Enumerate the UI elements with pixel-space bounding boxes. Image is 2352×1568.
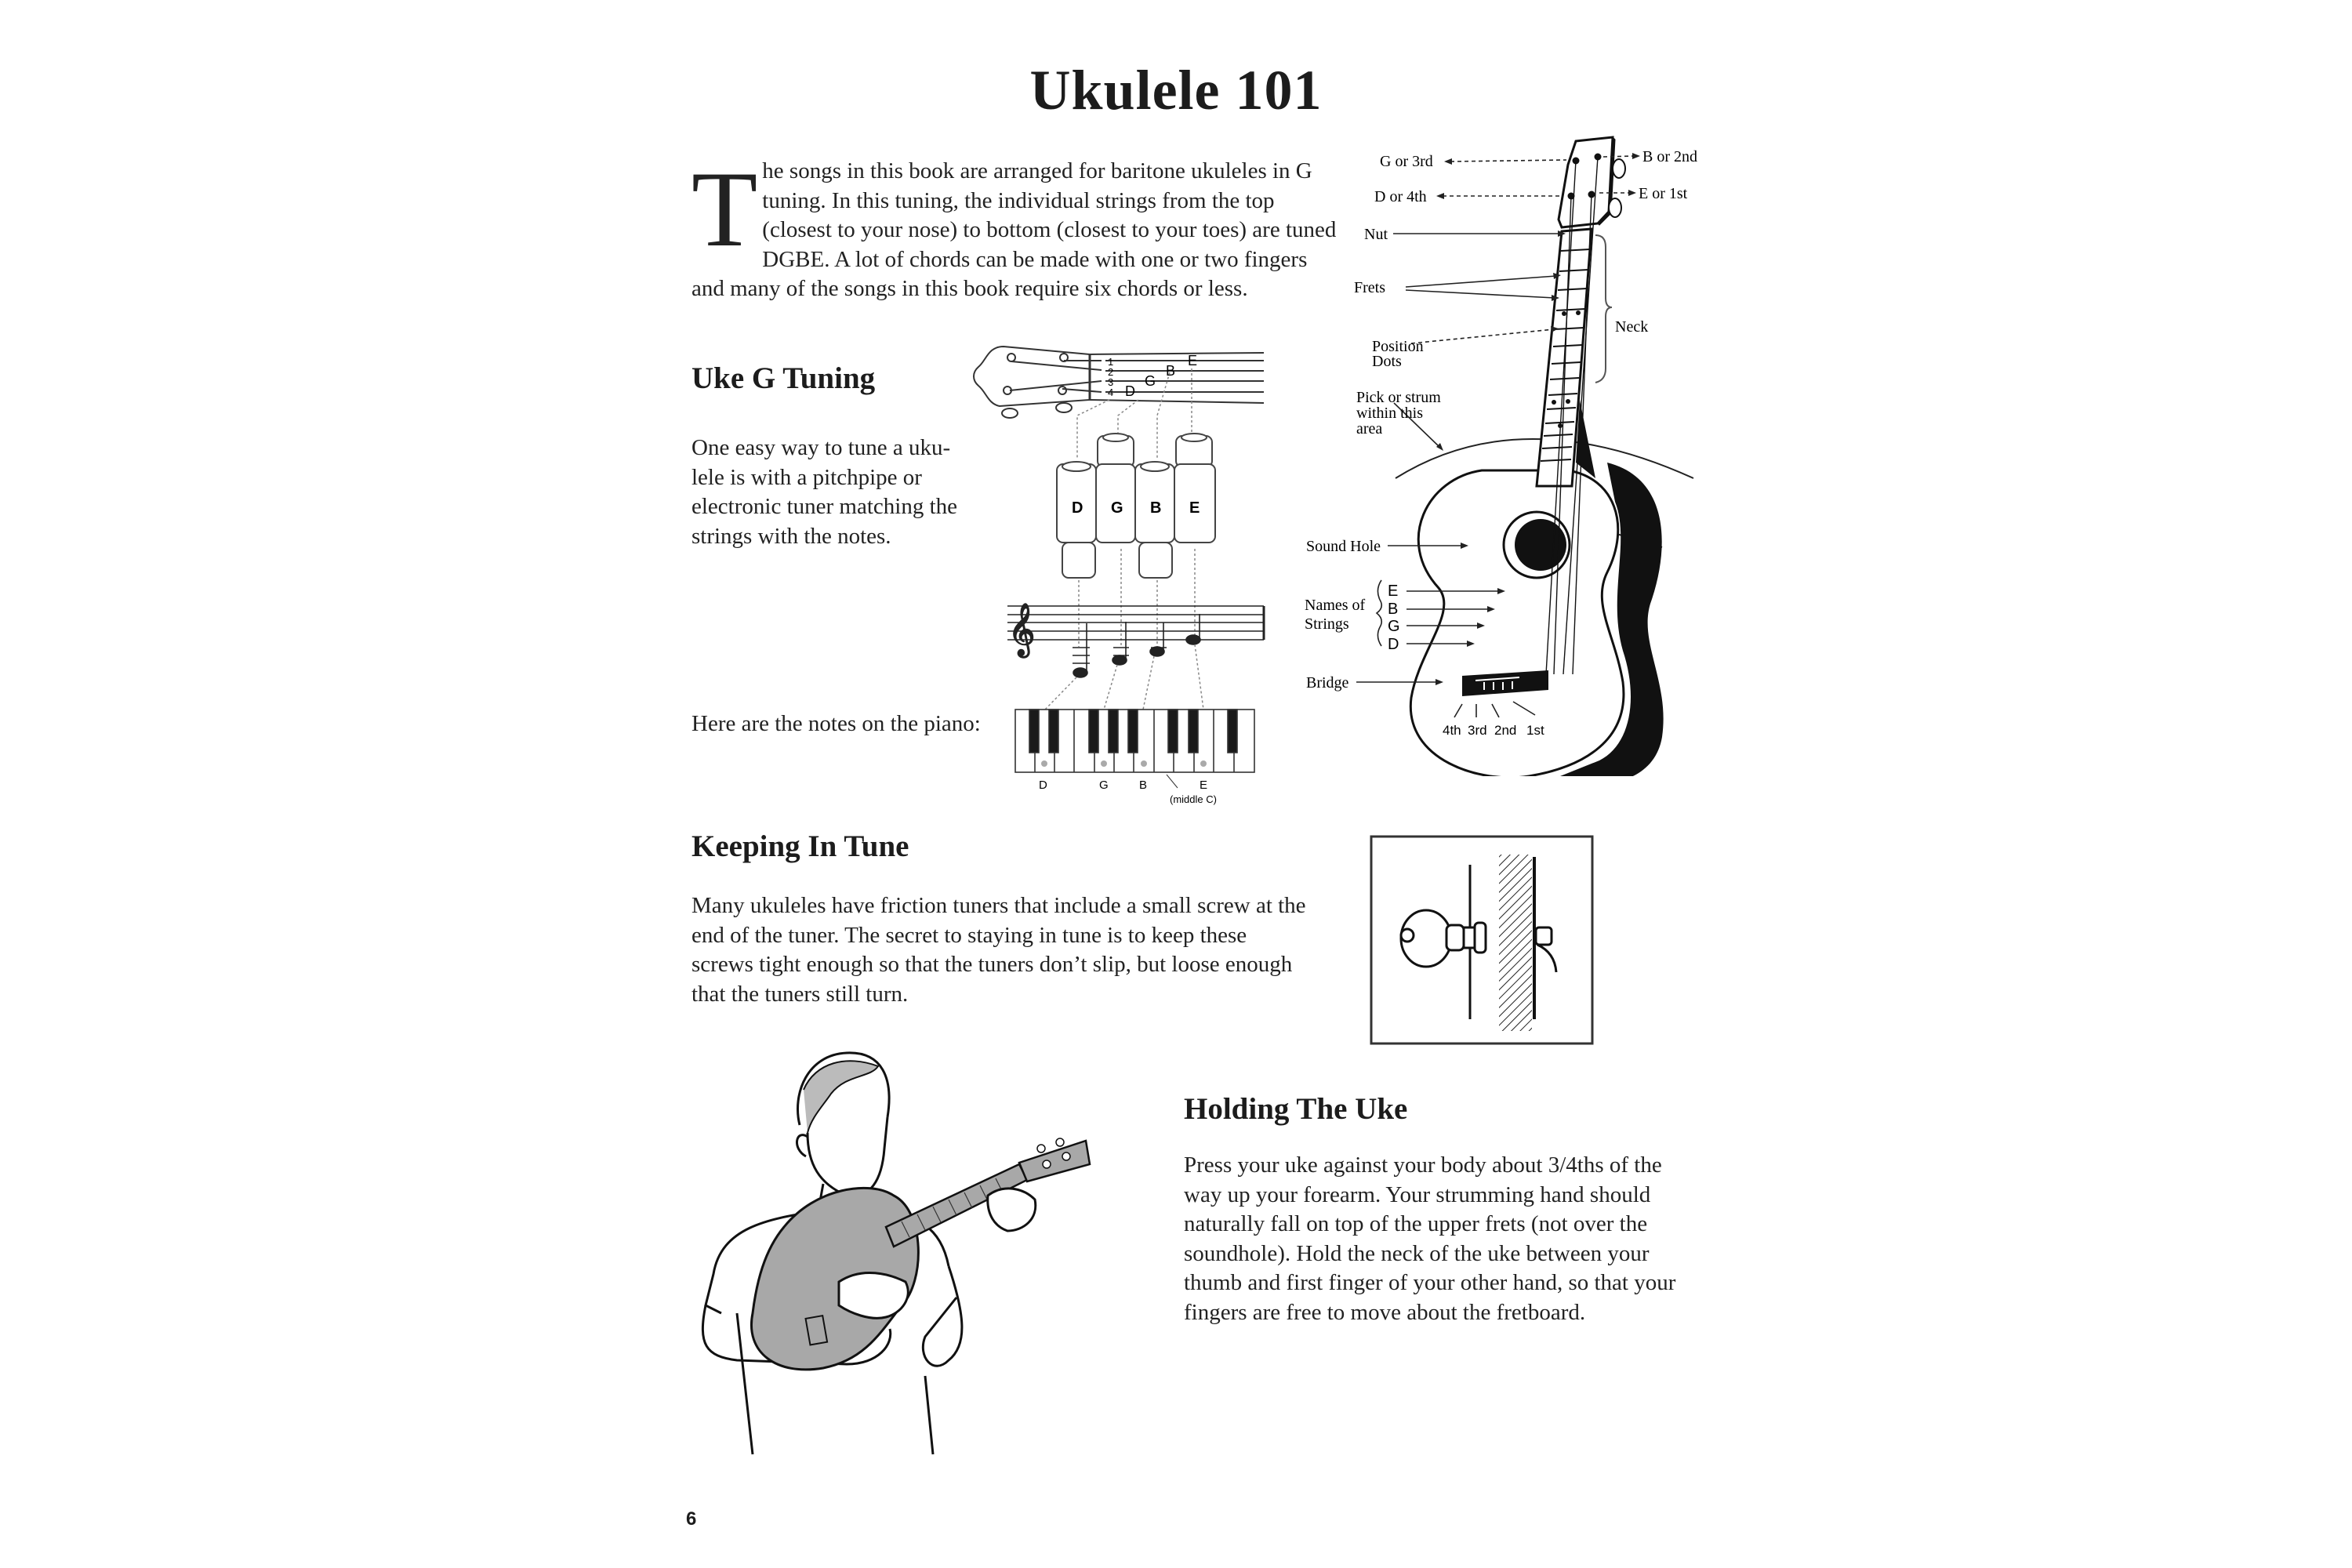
- pipe-note-d: D: [1072, 499, 1083, 517]
- pipe-note-g: G: [1111, 499, 1123, 517]
- ukulele-anatomy-diagram: [1301, 133, 1740, 776]
- piano-note-b: B: [1139, 779, 1148, 792]
- label-nut: Nut: [1364, 226, 1388, 243]
- label-position: Position: [1372, 338, 1424, 355]
- label-sound-hole: Sound Hole: [1306, 538, 1381, 555]
- label-d-or-4th: D or 4th: [1374, 188, 1427, 205]
- man-playing-ukulele-illustration: [690, 1047, 1176, 1470]
- piano-keyboard-icon: [1015, 710, 1254, 788]
- string-num-2: 2: [1108, 366, 1114, 378]
- ukulele-icon: [751, 1138, 1090, 1370]
- string-note-b: B: [1166, 363, 1176, 379]
- music-staff: [1007, 604, 1264, 677]
- treble-clef-icon: 𝄞: [1008, 604, 1036, 655]
- heading-keeping-in-tune: Keeping In Tune: [691, 829, 909, 863]
- headstock-icon: [974, 347, 1264, 418]
- keeping-in-tune-paragraph: Many ukuleles have friction tuners that include a small screw at the end of the tuner. The secret to staying in tune is to keep these screws tight enough so that the tuners don’t slip, but loose enough that the tuners still turn.: [691, 893, 1306, 1007]
- string-note-g: G: [1145, 373, 1156, 389]
- strings-brace: [1377, 580, 1381, 646]
- label-string-d: D: [1388, 636, 1399, 653]
- holding-paragraph: Press your uke against your body about 3/4ths of the way up your forearm. Your strumming hand should naturally fall on top of the upper frets (not over the soundhole). Hold the neck of the uke between your thumb and first finger of your other hand, so that your fingers are free to move about the fretboard.: [1184, 1152, 1676, 1325]
- label-2nd: 2nd: [1494, 723, 1517, 738]
- label-3rd: 3rd: [1468, 723, 1487, 738]
- label-dots: Dots: [1372, 353, 1402, 370]
- label-frets: Frets: [1354, 279, 1385, 296]
- label-string-b: B: [1388, 601, 1399, 618]
- label-1st: 1st: [1526, 723, 1544, 738]
- intro-text: he songs in this book are arranged for baritone ukuleles in G tuning. In this tuning, the individual strings from the top (closest to your nose) to bottom (closest to your toes) are tuned DGBE. A lot of chords can be made with one or two fingers and many of the songs in this book require six chords or less.: [691, 158, 1337, 301]
- string-note-e: E: [1188, 353, 1198, 368]
- label-bridge: Bridge: [1306, 674, 1349, 691]
- string-num-4: 4: [1108, 387, 1114, 398]
- string-num-1: 1: [1108, 356, 1114, 368]
- label-4th: 4th: [1443, 723, 1461, 738]
- intro-paragraph: [691, 149, 1342, 304]
- tuning-paragraph: One easy way to tune a uku-lele is with a pitchpipe or electronic tuner matching the strings with the notes.: [691, 435, 957, 549]
- pipe-note-b: B: [1150, 499, 1162, 517]
- pipe-note-e: E: [1189, 499, 1200, 517]
- friction-tuner-illustration: [1370, 835, 1594, 1045]
- page-title: Ukulele 101: [1029, 59, 1323, 122]
- label-pick-1: Pick or strum: [1356, 389, 1441, 406]
- page-number: 6: [686, 1508, 697, 1530]
- neck-brace: [1595, 235, 1612, 383]
- piano-note-e: E: [1200, 779, 1208, 792]
- middle-c-label: (middle C): [1170, 793, 1217, 805]
- piano-note-g: G: [1099, 779, 1109, 792]
- label-neck: Neck: [1615, 318, 1649, 336]
- label-string-e: E: [1388, 583, 1399, 600]
- heading-uke-g-tuning: Uke G Tuning: [691, 361, 876, 395]
- drop-cap: T: [691, 149, 758, 269]
- label-string-g: G: [1388, 618, 1400, 635]
- label-strings: Strings: [1305, 615, 1349, 633]
- piano-caption: Here are the notes on the piano:: [691, 711, 981, 736]
- label-g-or-3rd: G or 3rd: [1380, 153, 1433, 170]
- heading-holding-the-uke: Holding The Uke: [1184, 1092, 1408, 1126]
- label-pick-2: within this: [1356, 405, 1424, 422]
- label-b-or-2nd: B or 2nd: [1642, 148, 1697, 165]
- string-num-3: 3: [1108, 376, 1114, 388]
- piano-note-d: D: [1039, 779, 1047, 792]
- tuning-diagram: [972, 337, 1301, 808]
- string-note-d: D: [1125, 383, 1135, 399]
- label-pick-3: area: [1356, 420, 1383, 437]
- label-names-of: Names of: [1305, 597, 1366, 614]
- label-e-or-1st: E or 1st: [1639, 185, 1688, 202]
